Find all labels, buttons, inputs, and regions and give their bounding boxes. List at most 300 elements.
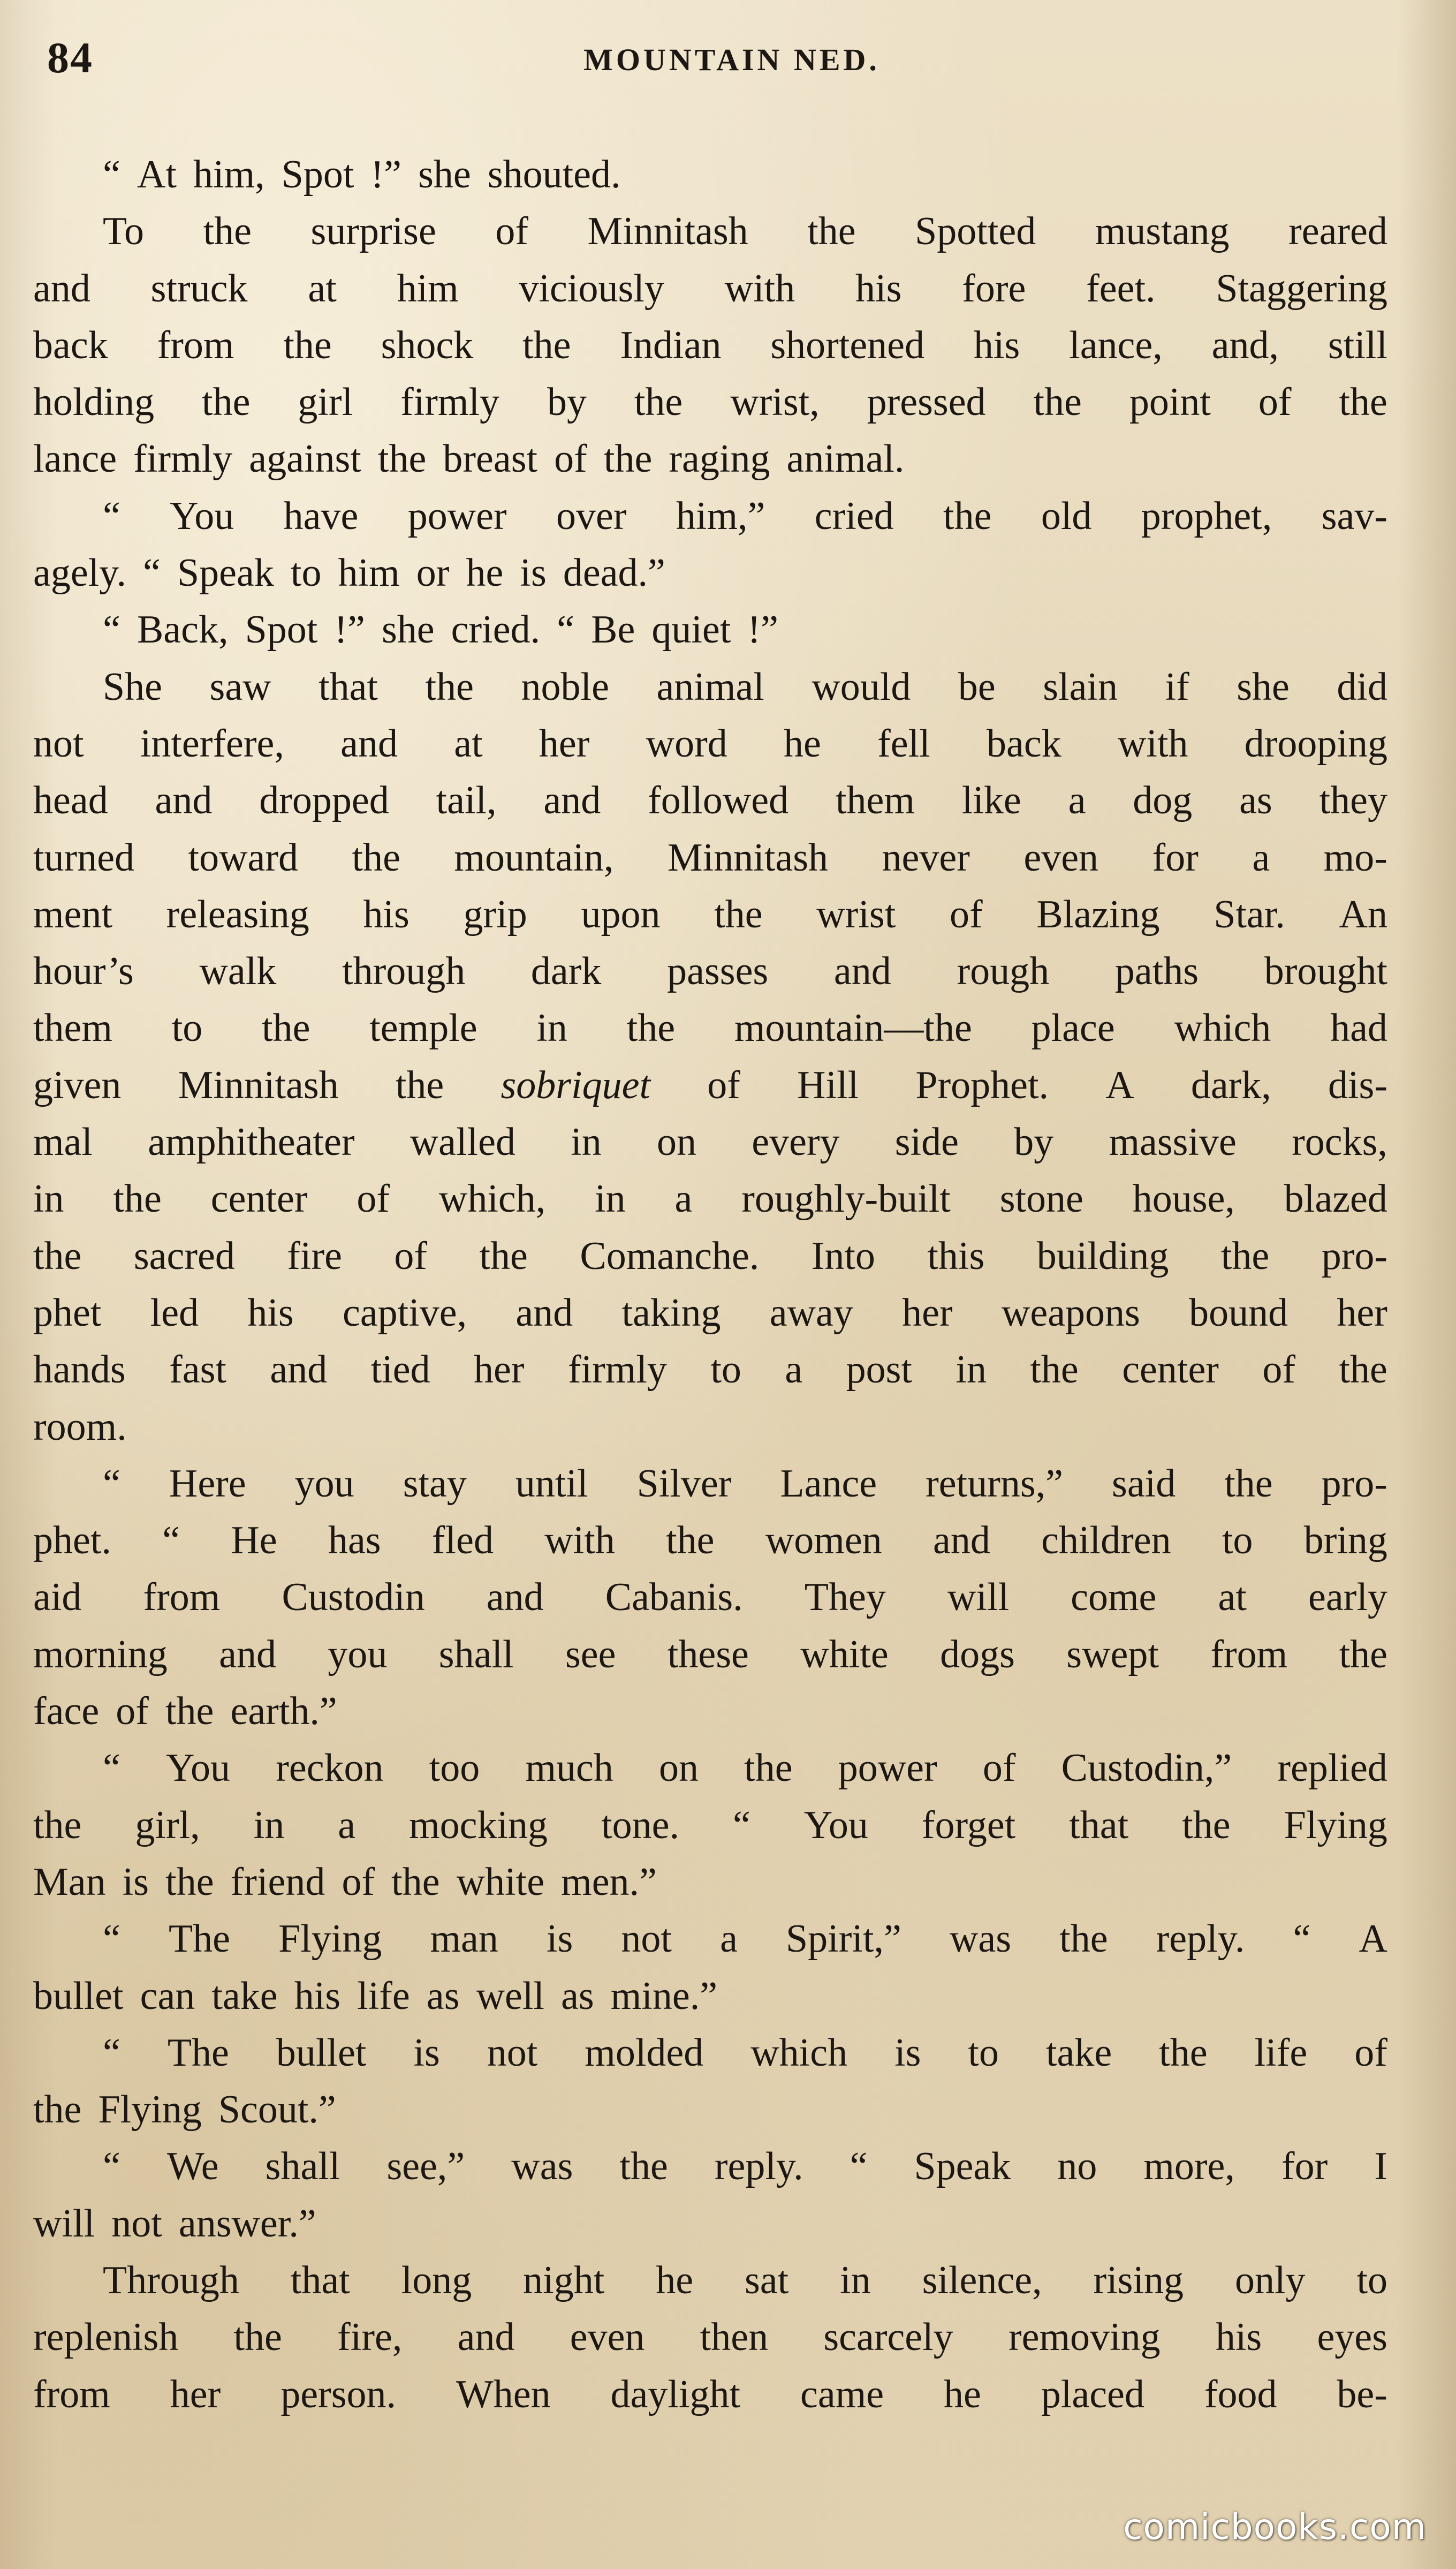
word: Speak <box>177 551 274 595</box>
word: stay <box>403 1461 467 1506</box>
word: viciously <box>519 266 664 311</box>
word: the <box>165 1860 214 1904</box>
word: came <box>800 2372 884 2416</box>
word: night <box>523 2258 605 2302</box>
word: see <box>565 1632 616 1676</box>
word: Scout.” <box>218 2088 336 2132</box>
word: animal. <box>786 437 905 481</box>
word: the <box>33 1234 82 1278</box>
word: We <box>166 2144 219 2189</box>
word: the <box>1159 2030 1208 2075</box>
word: the <box>233 2315 282 2360</box>
word: “ <box>850 2144 868 2189</box>
word: face <box>33 1689 100 1734</box>
running-title: MOUNTAIN NED. <box>583 42 880 77</box>
word: for <box>1281 2144 1328 2189</box>
word: mo- <box>1323 835 1387 880</box>
word: until <box>515 1461 588 1506</box>
word: his <box>973 323 1020 367</box>
word: him <box>397 266 459 311</box>
word: saw <box>209 664 271 709</box>
word: raging <box>669 437 770 481</box>
word: amphitheater <box>148 1120 355 1165</box>
text-line <box>33 1854 1387 1910</box>
word: is <box>122 1860 149 1904</box>
word: she <box>1237 664 1290 709</box>
word: to <box>968 2030 999 2075</box>
word: he <box>656 2258 694 2302</box>
word: slain <box>1043 664 1118 709</box>
text-line <box>33 2252 1387 2309</box>
word: life <box>1254 2030 1308 2075</box>
word: is <box>520 551 547 595</box>
word: Spirit,” <box>786 1917 901 1961</box>
word: as <box>1239 779 1272 823</box>
word: releasing <box>166 892 309 936</box>
word: and <box>340 721 398 766</box>
word: that <box>1069 1803 1129 1847</box>
word: the <box>943 494 992 538</box>
word: quiet <box>651 608 731 652</box>
word: “ <box>103 608 120 652</box>
word: and <box>486 1575 544 1620</box>
word: dog <box>1133 779 1193 823</box>
word: rocks, <box>1292 1120 1387 1165</box>
word: said <box>1112 1461 1176 1506</box>
word: a <box>720 1917 738 1961</box>
word: to <box>710 1348 741 1392</box>
text-line <box>33 1683 1387 1740</box>
word: see,” <box>386 2144 465 2189</box>
word: at <box>454 721 483 766</box>
word: on <box>656 1120 696 1165</box>
word: walk <box>199 949 277 994</box>
word: was <box>949 1917 1012 1961</box>
word: with <box>724 266 795 311</box>
word: Flying <box>1284 1803 1387 1847</box>
word: interfere, <box>140 721 284 766</box>
word: lance, <box>1069 323 1163 367</box>
word: cried. <box>451 608 541 652</box>
word: grip <box>463 892 527 936</box>
word: upon <box>581 892 661 936</box>
word: a <box>338 1803 356 1847</box>
word: “ <box>103 494 120 538</box>
word: captive, <box>342 1290 467 1335</box>
word: he <box>944 2372 981 2416</box>
word: women <box>765 1518 882 1563</box>
word: breast <box>443 437 538 481</box>
word: “ <box>103 153 120 197</box>
word: fire <box>287 1234 342 1278</box>
word: as <box>561 1974 594 2018</box>
word: word <box>646 721 727 766</box>
word: fled <box>431 1518 494 1563</box>
word: tone. <box>601 1803 679 1847</box>
word: the <box>1220 1234 1270 1278</box>
word: building <box>1036 1234 1169 1278</box>
word: She <box>103 664 162 709</box>
word: center <box>210 1177 308 1221</box>
word: the <box>1030 1348 1079 1392</box>
word: Cabanis. <box>605 1575 743 1620</box>
word: house, <box>1132 1177 1235 1221</box>
text-line <box>33 1000 1387 1056</box>
word: them <box>33 1006 112 1051</box>
word: A <box>1359 1917 1387 1961</box>
word: the <box>1339 1632 1387 1676</box>
word: friend <box>230 1860 325 1904</box>
word: in <box>536 1006 567 1051</box>
word: the <box>1224 1461 1273 1506</box>
word: will <box>33 2201 95 2246</box>
word: brought <box>1264 949 1387 994</box>
word: to <box>171 1006 203 1051</box>
word: at <box>308 266 337 311</box>
word: eyes <box>1317 2315 1387 2360</box>
word: place <box>1031 1006 1115 1051</box>
word: of <box>116 1689 149 1734</box>
word: aid <box>33 1575 82 1620</box>
word: men.” <box>561 1860 657 1904</box>
word: no <box>1057 2144 1097 2189</box>
word: the <box>352 835 400 880</box>
word: dropped <box>259 779 389 823</box>
word: old <box>1041 494 1092 538</box>
word: of <box>949 892 983 936</box>
word: to <box>1222 1518 1253 1563</box>
word: reply. <box>714 2144 803 2189</box>
word: bound <box>1189 1290 1288 1335</box>
word: you <box>294 1461 354 1506</box>
word: firmly <box>400 380 500 425</box>
word: weapons <box>1001 1290 1140 1335</box>
word: with <box>1117 721 1188 766</box>
text-line <box>33 829 1387 886</box>
word: early <box>1308 1575 1387 1620</box>
word: she <box>381 608 435 652</box>
word: Be <box>591 608 635 652</box>
text-line <box>33 1626 1387 1683</box>
word: he <box>466 551 504 595</box>
word: dead.” <box>563 551 665 595</box>
word: of <box>554 437 587 481</box>
word: the <box>391 1860 440 1904</box>
word: him <box>338 551 400 595</box>
word: the <box>1339 1348 1387 1392</box>
word: the <box>33 1803 82 1847</box>
word: the <box>33 2088 82 2132</box>
word: of <box>1258 380 1292 425</box>
word: dis- <box>1328 1063 1387 1107</box>
word: earth.” <box>230 1689 337 1734</box>
text-line <box>33 1284 1387 1341</box>
word: The <box>167 2030 229 2075</box>
word: Minnitash <box>667 835 829 880</box>
word: this <box>927 1234 985 1278</box>
text-line <box>33 260 1387 317</box>
word: “ <box>103 1917 120 1961</box>
word: back <box>986 721 1061 766</box>
word: walled <box>410 1120 515 1165</box>
word: They <box>804 1575 886 1620</box>
word: him,” <box>676 494 765 538</box>
word: Flying <box>98 2088 202 2132</box>
word: his <box>294 1974 341 2018</box>
word: pressed <box>867 380 986 425</box>
word: with <box>544 1518 615 1563</box>
word: from <box>33 2372 110 2416</box>
word: Flying <box>278 1917 382 1961</box>
word: rising <box>1093 2258 1184 2302</box>
text-line <box>33 2024 1387 2081</box>
word: cried <box>814 494 894 538</box>
word: the <box>203 209 252 254</box>
word: sat <box>744 2258 789 2302</box>
word: come <box>1071 1575 1157 1620</box>
word: !” <box>334 608 365 652</box>
word: !” <box>370 153 402 197</box>
word: white <box>800 1632 889 1676</box>
text-line <box>33 317 1387 374</box>
word: the <box>1339 380 1387 425</box>
word: Through <box>103 2258 239 2302</box>
running-head <box>33 31 1387 111</box>
word: Silver <box>636 1461 732 1506</box>
word: To <box>103 209 145 254</box>
word: and <box>932 1518 990 1563</box>
word: turned <box>33 835 135 880</box>
word: bullet <box>33 1974 124 2018</box>
word: by <box>547 380 587 425</box>
word: the <box>1033 380 1082 425</box>
word: Into <box>811 1234 875 1278</box>
text-line <box>33 2366 1387 2423</box>
word: shall <box>438 1632 514 1676</box>
page-number: 84 <box>47 33 93 82</box>
word: !” <box>747 608 778 652</box>
word: of <box>342 1860 375 1904</box>
word: molded <box>585 2030 704 2075</box>
word: the <box>479 1234 528 1278</box>
text-line <box>33 2309 1387 2366</box>
word: mine.” <box>610 1974 718 2018</box>
word: Comanche. <box>580 1234 760 1278</box>
word: Staggering <box>1216 266 1387 311</box>
word: struck <box>150 266 248 311</box>
word: reply. <box>1156 1917 1245 1961</box>
word: be <box>958 664 996 709</box>
word: wrist <box>816 892 896 936</box>
text-line <box>33 1797 1387 1854</box>
word: her <box>902 1290 953 1335</box>
word: every <box>752 1120 840 1165</box>
word: Custodin <box>282 1575 425 1620</box>
word: not <box>621 1917 672 1961</box>
word: When <box>456 2372 551 2416</box>
word: dark <box>530 949 602 994</box>
word: passes <box>667 949 769 994</box>
text-line <box>33 715 1387 772</box>
text-line <box>33 1968 1387 2024</box>
word: girl, <box>135 1803 200 1847</box>
word: which, <box>438 1177 546 1221</box>
word: of <box>357 1177 390 1221</box>
word: and, <box>1211 323 1279 367</box>
word: swept <box>1066 1632 1159 1676</box>
word: You <box>166 1746 231 1790</box>
text-line <box>33 943 1387 1000</box>
text-line <box>33 146 1387 203</box>
word: forget <box>921 1803 1016 1847</box>
word: even <box>570 2315 645 2360</box>
word: Minnitash <box>587 209 748 254</box>
word: Speak <box>914 2144 1011 2189</box>
word: the <box>1059 1917 1108 1961</box>
word: a <box>1252 835 1270 880</box>
word: much <box>525 1746 613 1790</box>
word: at <box>1218 1575 1247 1620</box>
word: blazed <box>1284 1177 1387 1221</box>
word: against <box>249 437 361 481</box>
word: “ <box>103 2144 120 2189</box>
word: power <box>838 1746 937 1790</box>
word: has <box>328 1518 381 1563</box>
text-line <box>33 430 1387 487</box>
word: firmly <box>567 1348 667 1392</box>
word: of <box>495 209 528 254</box>
word: never <box>882 835 970 880</box>
word: these <box>667 1632 749 1676</box>
word: massive <box>1109 1120 1237 1165</box>
word: his <box>363 892 410 936</box>
word: in <box>595 1177 626 1221</box>
text-line <box>33 886 1387 943</box>
word: shall <box>265 2144 340 2189</box>
word: hour’s <box>33 949 134 994</box>
word: she <box>418 153 471 197</box>
word: the <box>714 892 763 936</box>
word: her <box>539 721 590 766</box>
word: on <box>659 1746 699 1790</box>
word: white <box>456 1860 545 1904</box>
word: The <box>168 1917 230 1961</box>
word: removing <box>1008 2315 1161 2360</box>
word: point <box>1129 380 1211 425</box>
word: for <box>1152 835 1199 880</box>
word: that <box>318 664 378 709</box>
word: the <box>619 2144 668 2189</box>
word: daylight <box>610 2372 741 2416</box>
word: of <box>707 1063 740 1107</box>
word: Indian <box>620 323 722 367</box>
word: him, <box>193 153 265 197</box>
word: scarcely <box>823 2315 953 2360</box>
word: his <box>247 1290 294 1335</box>
word: sav- <box>1321 494 1387 538</box>
word: side <box>894 1120 959 1165</box>
word: through <box>342 949 466 994</box>
word: the <box>113 1177 162 1221</box>
word: he <box>784 721 821 766</box>
word: dark, <box>1190 1063 1271 1107</box>
word: you <box>328 1632 388 1676</box>
word: a <box>1068 779 1086 823</box>
word: holding <box>33 380 155 425</box>
word: his <box>1215 2315 1262 2360</box>
word: He <box>231 1518 277 1563</box>
word: then <box>700 2315 769 2360</box>
word: was <box>511 2144 573 2189</box>
word: the <box>283 323 332 367</box>
text-line <box>33 203 1387 260</box>
text-line <box>33 772 1387 829</box>
word: or <box>416 551 450 595</box>
word: can <box>140 1974 195 2018</box>
text-line <box>33 1512 1387 1569</box>
word: firmly <box>133 437 233 481</box>
text-line <box>33 1114 1387 1170</box>
word: in <box>33 1177 64 1221</box>
word: temple <box>369 1006 477 1051</box>
word: of <box>1262 1348 1296 1392</box>
word: lance <box>33 437 117 481</box>
word: toward <box>188 835 299 880</box>
word: and <box>833 949 891 994</box>
word: ment <box>33 892 112 936</box>
text-line <box>33 2138 1387 2195</box>
word: back <box>33 323 108 367</box>
text-line <box>33 374 1387 430</box>
word: to <box>1356 2258 1387 2302</box>
text-line <box>33 2081 1387 2138</box>
word: phet. <box>33 1518 111 1563</box>
word: is <box>413 2030 440 2075</box>
text-line <box>33 488 1387 545</box>
word: the <box>425 664 474 709</box>
word: “ <box>162 1518 180 1563</box>
word: from <box>1210 1632 1288 1676</box>
word: “ <box>557 608 575 652</box>
word: and <box>270 1348 328 1392</box>
word: A <box>1105 1063 1134 1107</box>
word: his <box>855 266 902 311</box>
word: led <box>150 1290 199 1335</box>
word: Minnitash <box>178 1063 339 1107</box>
word: given <box>33 1063 122 1107</box>
word: as <box>426 1974 460 2018</box>
word: room. <box>33 1404 127 1449</box>
word: which <box>1174 1006 1271 1051</box>
watermark: comicbooks.com <box>1123 2506 1427 2548</box>
word: not <box>111 2201 162 2246</box>
word: Spot <box>281 153 354 197</box>
word: Custodin,” <box>1061 1746 1232 1790</box>
word: mustang <box>1095 209 1230 254</box>
word: center <box>1122 1348 1219 1392</box>
word: had <box>1330 1006 1387 1051</box>
text-line <box>33 1740 1387 1796</box>
word: from <box>157 323 234 367</box>
word: the <box>522 323 571 367</box>
word: Lance <box>780 1461 877 1506</box>
word: not <box>33 721 84 766</box>
word: and <box>155 779 213 823</box>
word: and <box>33 266 90 311</box>
word: pro- <box>1321 1234 1387 1278</box>
word: pro- <box>1321 1461 1387 1506</box>
word: head <box>33 779 108 823</box>
